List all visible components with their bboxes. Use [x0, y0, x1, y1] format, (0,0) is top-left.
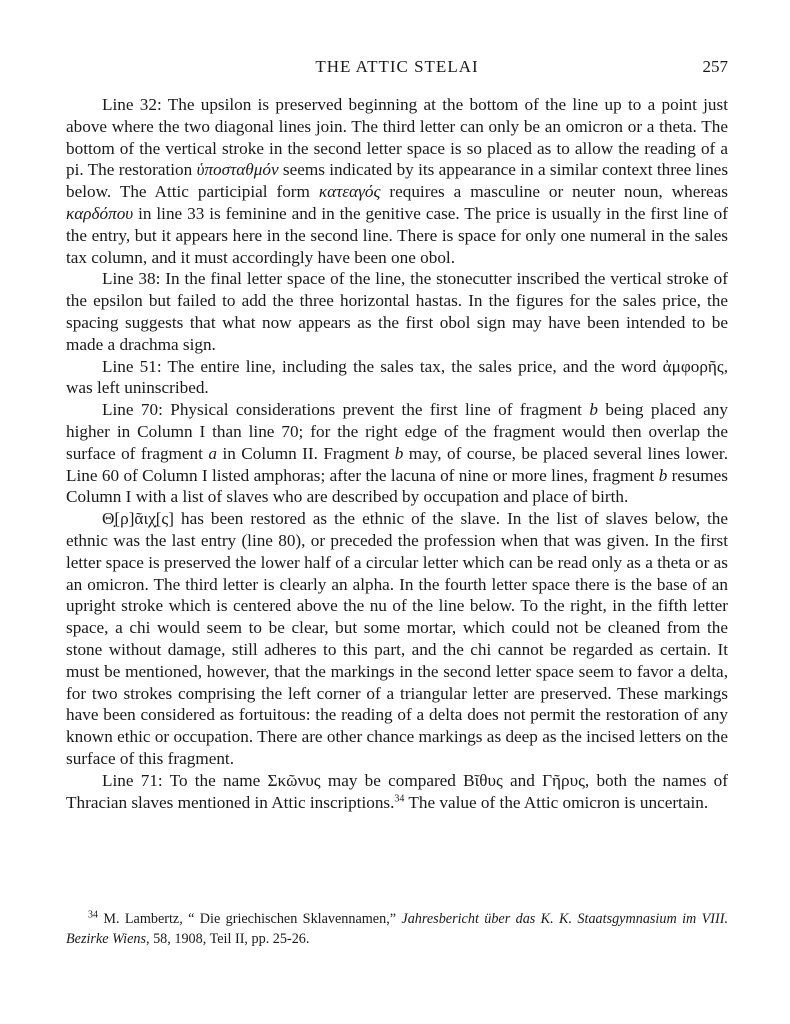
footnotes [66, 910, 728, 949]
footnote-number: 34 [88, 909, 98, 921]
greek-word: καρδόπου [66, 203, 134, 223]
text-run: in Column II. Fragment [216, 443, 395, 463]
text-run: , was left uninscribed. [66, 356, 728, 398]
text-run: , both the names of Thracian slaves mentioned in Attic inscriptions. [66, 770, 728, 812]
text-run: requires a masculine or neuter noun, whereas [380, 182, 728, 202]
fragment-letter: b [658, 465, 668, 485]
paragraph-line-51 [66, 356, 728, 400]
text-run: Line 71: To the name [102, 770, 268, 790]
paragraph-line-38: Line 38: In the final letter space of the line, the stonecutter inscribed the vertical stroke of the epsilon but failed to add the three horizontal hastas. In the figures for the sales price, the spacing suggests that what now appears as the first obol sign may have been intended to be made a drachma sign. [66, 269, 728, 354]
paragraph-line-70 [66, 399, 728, 508]
page-number: 257 [702, 57, 728, 76]
footnote-author: M. Lambertz, “ Die griechischen Sklavennamen,” [98, 911, 402, 927]
footnote-reference: 34 [394, 792, 405, 804]
text-run: seems indicated by its appearance in a similar context three lines below. The Attic participial form [66, 160, 729, 202]
text-run: being placed any higher in Column I than line 70; for the right edge of the fragment would then overlap the surface of fragment [66, 400, 728, 463]
greek-word: ἀμφορῆς [662, 356, 724, 376]
fragment-letter: b [394, 443, 404, 463]
text-run: Line 70: Physical considerations prevent the first line of fragment [102, 400, 590, 420]
paragraph-line-32 [66, 94, 728, 268]
paragraph-ethnic [66, 508, 728, 770]
text-run: and [502, 770, 543, 790]
footnote-details: , 58, 1908, Teil II, pp. 25-26. [145, 930, 310, 947]
text-run: resumes Column I with a list of slaves who are described by occupation and place of birth. [66, 465, 728, 507]
text-run: in line 33 is feminine and in the genitive case. The price is usually in the first line of the entry, but it appears here in the second line. There is space for only one numeral in the sales tax column, and it must accordingly have been one obol. [66, 203, 728, 267]
greek-word: κατεαγός [318, 182, 381, 202]
text-run: Line 51: The entire line, including the sales tax, the sales price, and the word [102, 356, 663, 376]
greek-word: ὑποσταθμόν [196, 160, 279, 180]
fragment-letter: b [589, 400, 598, 420]
greek-word: Γῆρυς [542, 770, 585, 790]
footnote-journal: Jahresbericht über das K. K. Staatsgymnasium im VIII. Bezirke Wiens [66, 911, 729, 947]
greek-word: Θ̣[ρ]ᾶιχ̣[ς] [102, 509, 174, 529]
fragment-letter: a [208, 443, 217, 463]
text-run: Line 32: The upsilon is preserved beginning at the bottom of the line up to a point just above where the two diagonal lines join. The third letter can only be an omicron or a theta. The bottom of the vertical stroke in the second letter space is so placed as to allow the reading of a pi. The restoration [66, 95, 728, 180]
greek-word: Βῖθυς [463, 770, 503, 790]
paragraph-line-71 [66, 770, 728, 814]
footnote-34 [66, 910, 728, 949]
page-header [66, 57, 728, 83]
text-run: has been restored as the ethnic of the slave. In the list of slaves below, the ethnic was the last entry (line 80), or preceded the profession when that was given. In the first letter space is preserved the lower half of a circular letter which can be read only as a theta or as an omicron. The third letter is clearly an alpha. In the fourth letter space there is the base of an upright stroke which is centered above the nu of the line below. To the right, in the fifth letter space, a chi would seem to be clear, but some mortar, which could not be cleaned from the stone without damage, still adheres to this part, and the chi cannot be regarded as certain. It must be mentioned, however, that the markings in the second letter space seem to favor a delta, for two strokes comprising the left corner of a triangular letter are preserved. These markings have been considered as fortuitous: the reading of a delta does not permit the restoration of any known ethic or occupation. There are other chance markings as deep as the incised letters on the surface of this fragment. [66, 509, 728, 768]
running-title: THE ATTIC STELAI [315, 57, 479, 76]
body-text [66, 94, 728, 813]
text-run: may, of course, be placed several lines lower. Line 60 of Column I listed amphoras; after the lacuna of nine or more lines, fragment [66, 443, 728, 485]
text-run: may be compared [320, 770, 464, 790]
document-page [66, 0, 728, 1024]
greek-word: Σκῶνυς [267, 770, 321, 790]
text-run: The value of the Attic omicron is uncertain. [404, 792, 709, 812]
